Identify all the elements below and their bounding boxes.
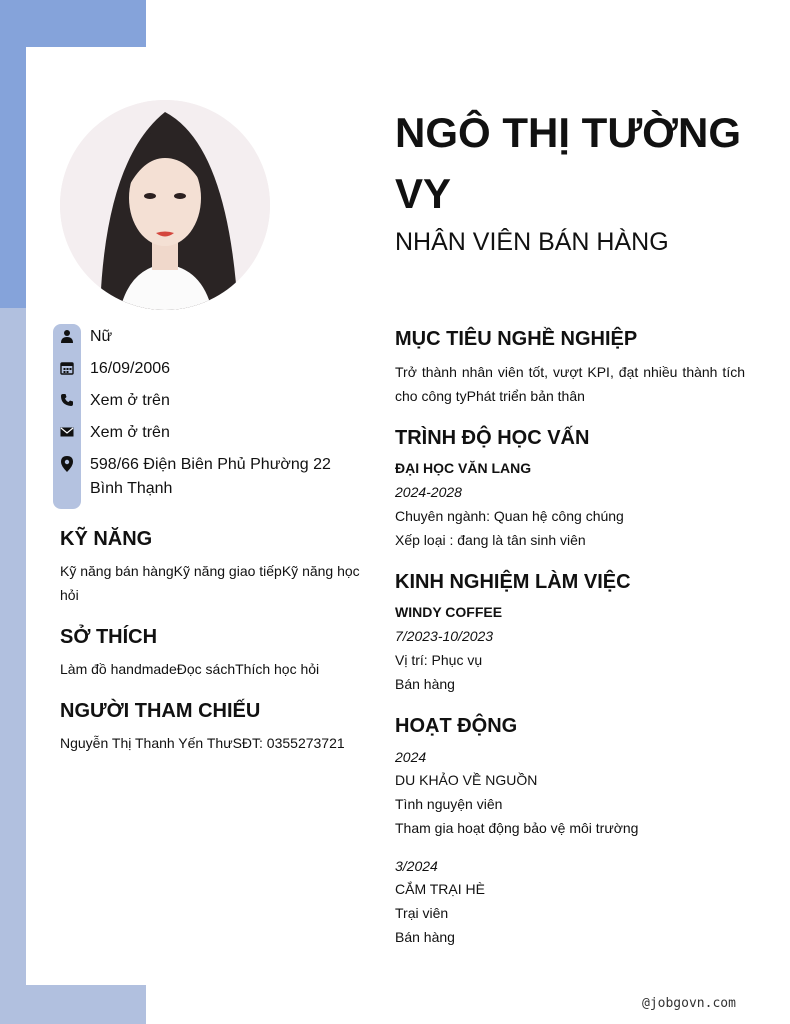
hobbies-heading: SỞ THÍCH bbox=[60, 626, 158, 648]
calendar-icon bbox=[53, 357, 81, 379]
activity-year: 2024 bbox=[395, 749, 427, 765]
education-school: ĐẠI HỌC VĂN LANG bbox=[395, 460, 532, 476]
references-text: Nguyễn Thị Thanh Yến ThưSĐT: 0355273721 bbox=[60, 735, 345, 751]
person-icon bbox=[53, 325, 81, 347]
activity-name: DU KHẢO VỀ NGUỒN bbox=[395, 772, 538, 788]
education-major: Chuyên ngành: Quan hệ công chúng bbox=[395, 508, 624, 524]
footer-watermark: @jobgovn.com bbox=[642, 996, 736, 1011]
activity-description: Bán hàng bbox=[395, 929, 455, 945]
skills-heading: KỸ NĂNG bbox=[60, 528, 153, 550]
contact-icon-strip bbox=[53, 324, 81, 509]
activity-year: 3/2024 bbox=[395, 858, 438, 874]
experience-period: 7/2023-10/2023 bbox=[395, 628, 494, 644]
skills-text: Kỹ năng bán hàngKỹ năng giao tiếpKỹ năng học hỏi bbox=[60, 563, 360, 603]
phone-icon bbox=[53, 389, 81, 411]
mail-icon bbox=[53, 421, 81, 443]
location-pin-icon bbox=[53, 453, 81, 475]
job-title: NHÂN VIÊN BÁN HÀNG bbox=[395, 228, 669, 256]
objective-text: Trở thành nhân viên tốt, vượt KPI, đạt nhiều thành tích cho công tyPhát triển bản thân bbox=[395, 364, 745, 404]
activities-heading: HOẠT ĐỘNG bbox=[395, 715, 518, 737]
education-rank: Xếp loại : đang là tân sinh viên bbox=[395, 532, 586, 548]
contact-text: 16/09/2006 bbox=[90, 360, 171, 377]
contact-text: Xem ở trên bbox=[90, 424, 170, 441]
contact-text: Nữ bbox=[90, 328, 113, 345]
experience-company: WINDY COFFEE bbox=[395, 604, 503, 620]
contact-text: Xem ở trên bbox=[90, 392, 170, 409]
activity-description: Tham gia hoạt động bảo vệ môi trường bbox=[395, 820, 639, 836]
experience-position: Vị trí: Phục vụ bbox=[395, 652, 483, 668]
objective-heading: MỤC TIÊU NGHỀ NGHIỆP bbox=[395, 328, 638, 350]
references-heading: NGƯỜI THAM CHIẾU bbox=[60, 700, 261, 722]
education-heading: TRÌNH ĐỘ HỌC VẤN bbox=[395, 427, 590, 449]
contact-text: 598/66 Điện Biên Phủ Phường 22 Bình Thạnh bbox=[90, 456, 331, 497]
profile-photo bbox=[60, 100, 270, 310]
hobbies-text: Làm đồ handmadeĐọc sáchThích học hỏi bbox=[60, 661, 320, 677]
education-period: 2024-2028 bbox=[395, 484, 462, 500]
activity-role: Trại viên bbox=[395, 905, 449, 921]
experience-description: Bán hàng bbox=[395, 676, 455, 692]
activity-role: Tình nguyện viên bbox=[395, 796, 503, 812]
experience-heading: KINH NGHIỆM LÀM VIỆC bbox=[395, 571, 631, 593]
candidate-name: NGÔ THỊ TƯỜNG VY bbox=[395, 109, 741, 217]
activity-name: CẮM TRẠI HÈ bbox=[395, 881, 485, 897]
